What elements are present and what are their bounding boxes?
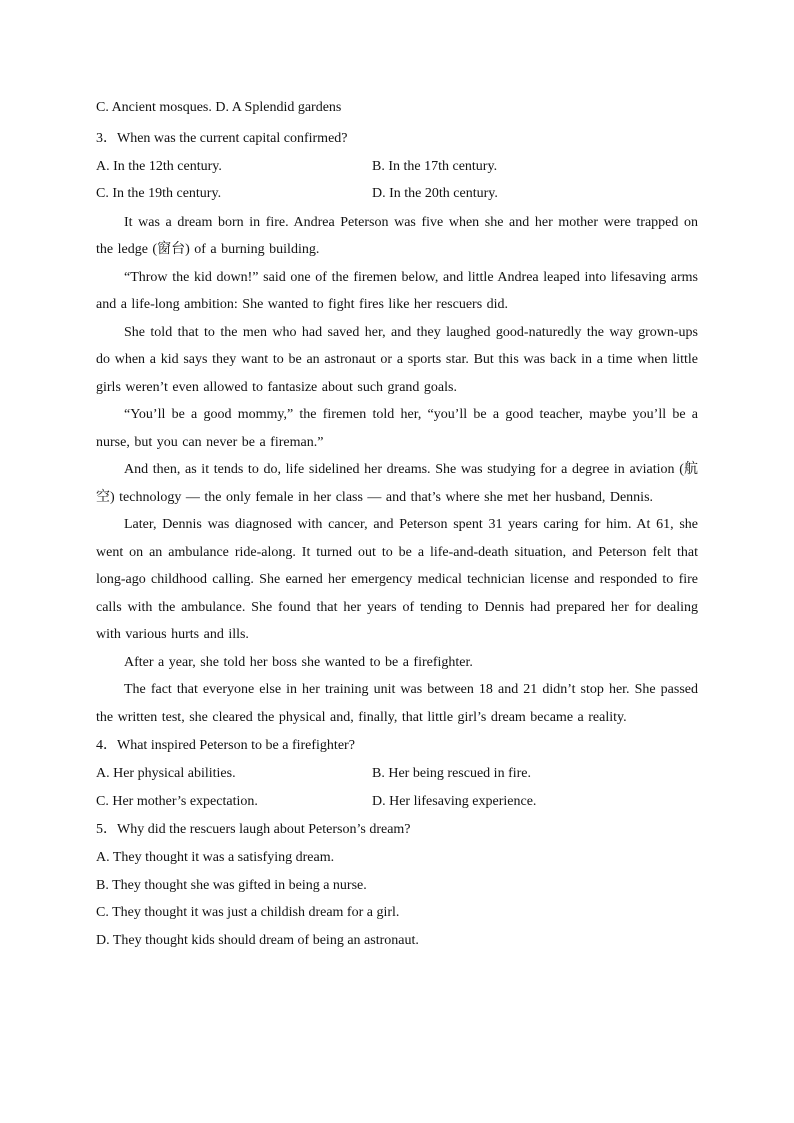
question-3-option-a: A. In the 12th century. <box>96 158 222 174</box>
question-5-option-b: B. They thought she was gifted in being a nurse. <box>96 877 367 893</box>
passage-paragraph-2: “Throw the kid down!” said one of the firemen below, and little Andrea leaped into lifesaving arms and a life-long ambition: She wanted to fight fires like her rescuers did. <box>96 269 698 312</box>
question-5-option-d: D. They thought kids should dream of being an astronaut. <box>96 932 419 948</box>
question-3-option-b: B. In the 17th century. <box>372 158 498 174</box>
question-3-option-c: C. In the 19th century. <box>96 186 222 201</box>
passage-paragraph-3: She told that to the men who had saved her, and they laughed good-naturedly the way grown-ups do when a kid says they want to be an astronaut or a sports star. But this was back in a time when little girls weren’t even allowed to fantasize about such grand goals. <box>96 324 698 395</box>
question-4-options-row-2 <box>96 788 698 816</box>
document-page <box>96 94 698 954</box>
question-4-options-row-1 <box>96 760 698 788</box>
question-4-option-c: C. Her mother’s expectation. <box>96 793 258 809</box>
question-5-option-a: A. They thought it was a satisfying dream. <box>96 850 335 865</box>
question-5-option-c: C. They thought it was just a childish dream for a girl. <box>96 905 400 920</box>
passage-paragraph-1: It was a dream born in fire. Andrea Peterson was five when she and her mother were trapped on the ledge (窗台) of a burning building. <box>96 214 698 257</box>
passage <box>96 209 698 732</box>
question-3-options-row-2 <box>96 180 698 208</box>
question-4-option-b: B. Her being rescued in fire. <box>372 766 531 781</box>
passage-paragraph-8: The fact that everyone else in her training unit was between 18 and 21 didn’t stop her. She passed the written test, she cleared the physical and, finally, that little girl’s dream became a reality. <box>96 682 698 725</box>
passage-paragraph-5: And then, as it tends to do, life sidelined her dreams. She was studying for a degree in aviation (航空) technology — the only female in her class — and that’s where she met her husband, Dennis. <box>96 462 698 505</box>
passage-paragraph-7: After a year, she told her boss she wanted to be a firefighter. <box>124 654 473 670</box>
question-4-option-a: A. Her physical abilities. <box>96 766 236 781</box>
question-4-option-d: D. Her lifesaving experience. <box>372 793 537 809</box>
passage-paragraph-6: Later, Dennis was diagnosed with cancer, and Peterson spent 31 years caring for him. At 61, she went on an ambulance ride-along. It turned out to be a life-and-death situation, and Peterson felt that long-ago childhood calling. She earned her emergency medical technician license and responded to fire calls with the ambulance. She found that her years of tending to Dennis had prepared her for dealing with various hurts and ills. <box>96 517 698 642</box>
question-4-stem: 4．What inspired Peterson to be a firefighter? <box>96 738 355 753</box>
question-3-option-d: D. In the 20th century. <box>372 186 498 201</box>
question-3-stem: 3．When was the current capital confirmed? <box>96 130 348 146</box>
question-3-options-row-1 <box>96 153 698 181</box>
question-5-stem: 5．Why did the rescuers laugh about Peterson’s dream? <box>96 822 411 837</box>
q2-option-line: C. Ancient mosques. D. A Splendid gardens <box>96 100 342 115</box>
passage-paragraph-4: “You’ll be a good mommy,” the firemen told her, “you’ll be a good teacher, maybe you’ll be a nurse, but you can never be a fireman.” <box>96 407 698 450</box>
